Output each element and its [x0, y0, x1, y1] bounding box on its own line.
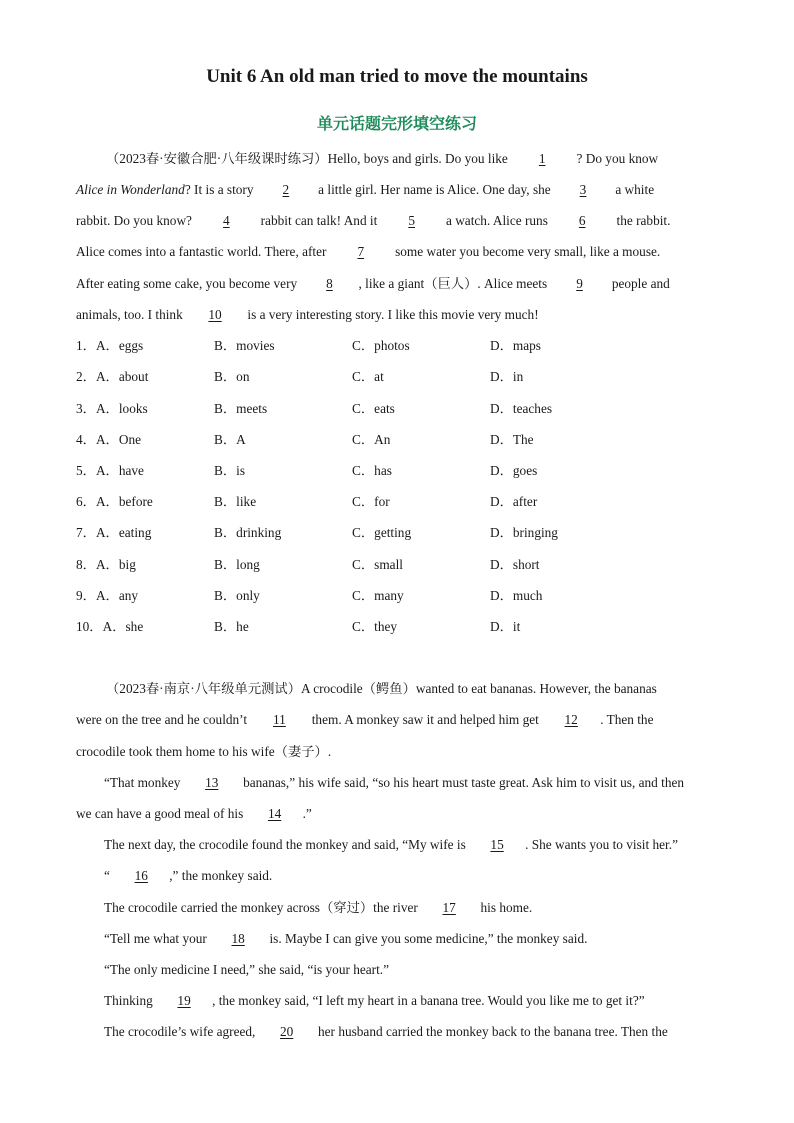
- passage2-line-1: （2023春·南京·八年级单元测试）A crocodile（鳄鱼）wanted to eat bananas. However, the bananas: [106, 681, 657, 696]
- option-row: [76, 367, 718, 387]
- option-b[interactable]: B．like: [214, 494, 257, 509]
- option-b[interactable]: B．he: [214, 619, 249, 634]
- option-a[interactable]: 8．A．big: [76, 557, 136, 572]
- blank-3[interactable]: 3: [579, 182, 587, 197]
- passage2-line-5: we can have a good meal of his 14 .”: [76, 804, 718, 824]
- passage1-line-1: （2023春·安徽合肥·八年级课时练习）Hello, boys and girls. Do you like 1 ? Do you know: [76, 149, 718, 169]
- option-c[interactable]: C．at: [352, 369, 384, 384]
- option-d[interactable]: D．after: [490, 494, 538, 509]
- option-c[interactable]: C．for: [352, 494, 390, 509]
- option-d[interactable]: D．short: [490, 557, 540, 572]
- blank-4[interactable]: 4: [222, 213, 230, 228]
- option-c[interactable]: C．getting: [352, 525, 412, 540]
- option-d[interactable]: D．maps: [490, 338, 541, 353]
- blank-11[interactable]: 11: [273, 712, 286, 727]
- blank-15[interactable]: 15: [490, 837, 504, 852]
- blank-17[interactable]: 17: [442, 900, 456, 915]
- option-b[interactable]: B．A: [214, 432, 246, 447]
- option-d[interactable]: D．it: [490, 619, 521, 634]
- passage2-line-4: “That monkey 13 bananas,” his wife said, “so his heart must taste great. Ask him to visit us, and then: [104, 773, 746, 793]
- blank-14[interactable]: 14: [267, 806, 282, 821]
- option-c[interactable]: C．has: [352, 463, 392, 478]
- option-b[interactable]: B．is: [214, 463, 246, 478]
- passage2-line-8: The crocodile carried the monkey across（穿过）the river 17 his home.: [104, 898, 718, 918]
- option-c[interactable]: C．photos: [352, 338, 410, 353]
- option-c[interactable]: C．small: [352, 557, 403, 572]
- blank-13[interactable]: 13: [205, 775, 219, 790]
- option-row: [76, 586, 718, 606]
- option-b[interactable]: B．meets: [214, 401, 268, 416]
- passage2-line-6: The next day, the crocodile found the monkey and said, “My wife is 15 . She wants you to visit her.”: [104, 835, 718, 855]
- option-row: [76, 430, 718, 450]
- option-c[interactable]: C．eats: [352, 401, 395, 416]
- passage1-line-6: animals, too. I think 10 is a very interesting story. I like this movie very much!: [76, 305, 718, 325]
- option-row: [76, 555, 718, 575]
- blank-1[interactable]: 1: [538, 151, 546, 166]
- blank-16[interactable]: 16: [134, 868, 148, 883]
- blank-8[interactable]: 8: [326, 276, 333, 291]
- blank-12[interactable]: 12: [564, 712, 578, 727]
- book-title: Alice in Wonderland: [76, 182, 185, 197]
- passage1-line-4: Alice comes into a fantastic world. There, after 7 some water you become very small, like a mouse.: [76, 242, 718, 262]
- passage2-line-12: The crocodile’s wife agreed, 20 her husband carried the monkey back to the banana tree. Then the: [104, 1022, 718, 1042]
- option-a[interactable]: 1．A．eggs: [76, 338, 144, 353]
- option-a[interactable]: 6．A．before: [76, 494, 153, 509]
- option-row: [76, 617, 718, 637]
- passage2-line-2: were on the tree and he couldn’t 11 them. A monkey saw it and helped him get 12 . Then the: [76, 710, 718, 730]
- option-c[interactable]: C．An: [352, 432, 391, 447]
- option-row: [76, 336, 718, 356]
- blank-20[interactable]: 20: [280, 1024, 294, 1039]
- passage2-line-10: “The only medicine I need,” she said, “is your heart.”: [104, 962, 390, 977]
- option-a[interactable]: 7．A．eating: [76, 525, 152, 540]
- option-b[interactable]: B．on: [214, 369, 250, 384]
- option-row: [76, 461, 718, 481]
- option-a[interactable]: 3．A．looks: [76, 401, 148, 416]
- page-subtitle: 单元话题完形填空练习: [316, 114, 477, 133]
- option-a[interactable]: 2．A．about: [76, 369, 149, 384]
- option-d[interactable]: D．The: [490, 432, 534, 447]
- option-row: [76, 492, 718, 512]
- option-d[interactable]: D．bringing: [490, 525, 558, 540]
- passage2-line-9: “Tell me what your 18 is. Maybe I can give you some medicine,” the monkey said.: [104, 929, 718, 949]
- option-row: [76, 399, 718, 419]
- blank-10[interactable]: 10: [208, 307, 222, 322]
- blank-6[interactable]: 6: [578, 213, 586, 228]
- page-title: Unit 6 An old man tried to move the mountains: [206, 66, 588, 87]
- passage1-line-5: After eating some cake, you become very 8 , like a giant（巨人）. Alice meets 9 people and: [76, 274, 718, 294]
- passage1-line-3: rabbit. Do you know? 4 rabbit can talk! And it 5 a watch. Alice runs 6 the rabbit.: [76, 211, 718, 231]
- blank-9[interactable]: 9: [576, 276, 583, 291]
- option-a[interactable]: 10．A．she: [76, 619, 144, 634]
- option-d[interactable]: D．much: [490, 588, 543, 603]
- blank-18[interactable]: 18: [231, 931, 245, 946]
- option-d[interactable]: D．goes: [490, 463, 538, 478]
- blank-7[interactable]: 7: [357, 244, 365, 259]
- option-d[interactable]: D．in: [490, 369, 524, 384]
- option-a[interactable]: 4．A．One: [76, 432, 142, 447]
- option-b[interactable]: B．only: [214, 588, 260, 603]
- option-b[interactable]: B．movies: [214, 338, 275, 353]
- option-a[interactable]: 5．A．have: [76, 463, 144, 478]
- blank-19[interactable]: 19: [177, 993, 191, 1008]
- option-c[interactable]: C．they: [352, 619, 398, 634]
- passage1-source: （2023春·安徽合肥·八年级课时练习）: [106, 151, 328, 166]
- passage2-line-3: crocodile took them home to his wife（妻子）.: [76, 744, 332, 759]
- option-d[interactable]: D．teaches: [490, 401, 553, 416]
- option-c[interactable]: C．many: [352, 588, 404, 603]
- passage2-line-7: “ 16 ,” the monkey said.: [104, 866, 718, 886]
- blank-5[interactable]: 5: [408, 213, 415, 228]
- passage2-line-11: Thinking 19 , the monkey said, “I left my heart in a banana tree. Would you like me to get it?”: [104, 991, 718, 1011]
- passage1-line-2: Alice in Wonderland? It is a story 2 a little girl. Her name is Alice. One day, she 3 a white: [76, 180, 718, 200]
- option-a[interactable]: 9．A．any: [76, 588, 139, 603]
- option-row: [76, 523, 718, 543]
- option-b[interactable]: B．drinking: [214, 525, 282, 540]
- option-b[interactable]: B．long: [214, 557, 260, 572]
- blank-2[interactable]: 2: [282, 182, 290, 197]
